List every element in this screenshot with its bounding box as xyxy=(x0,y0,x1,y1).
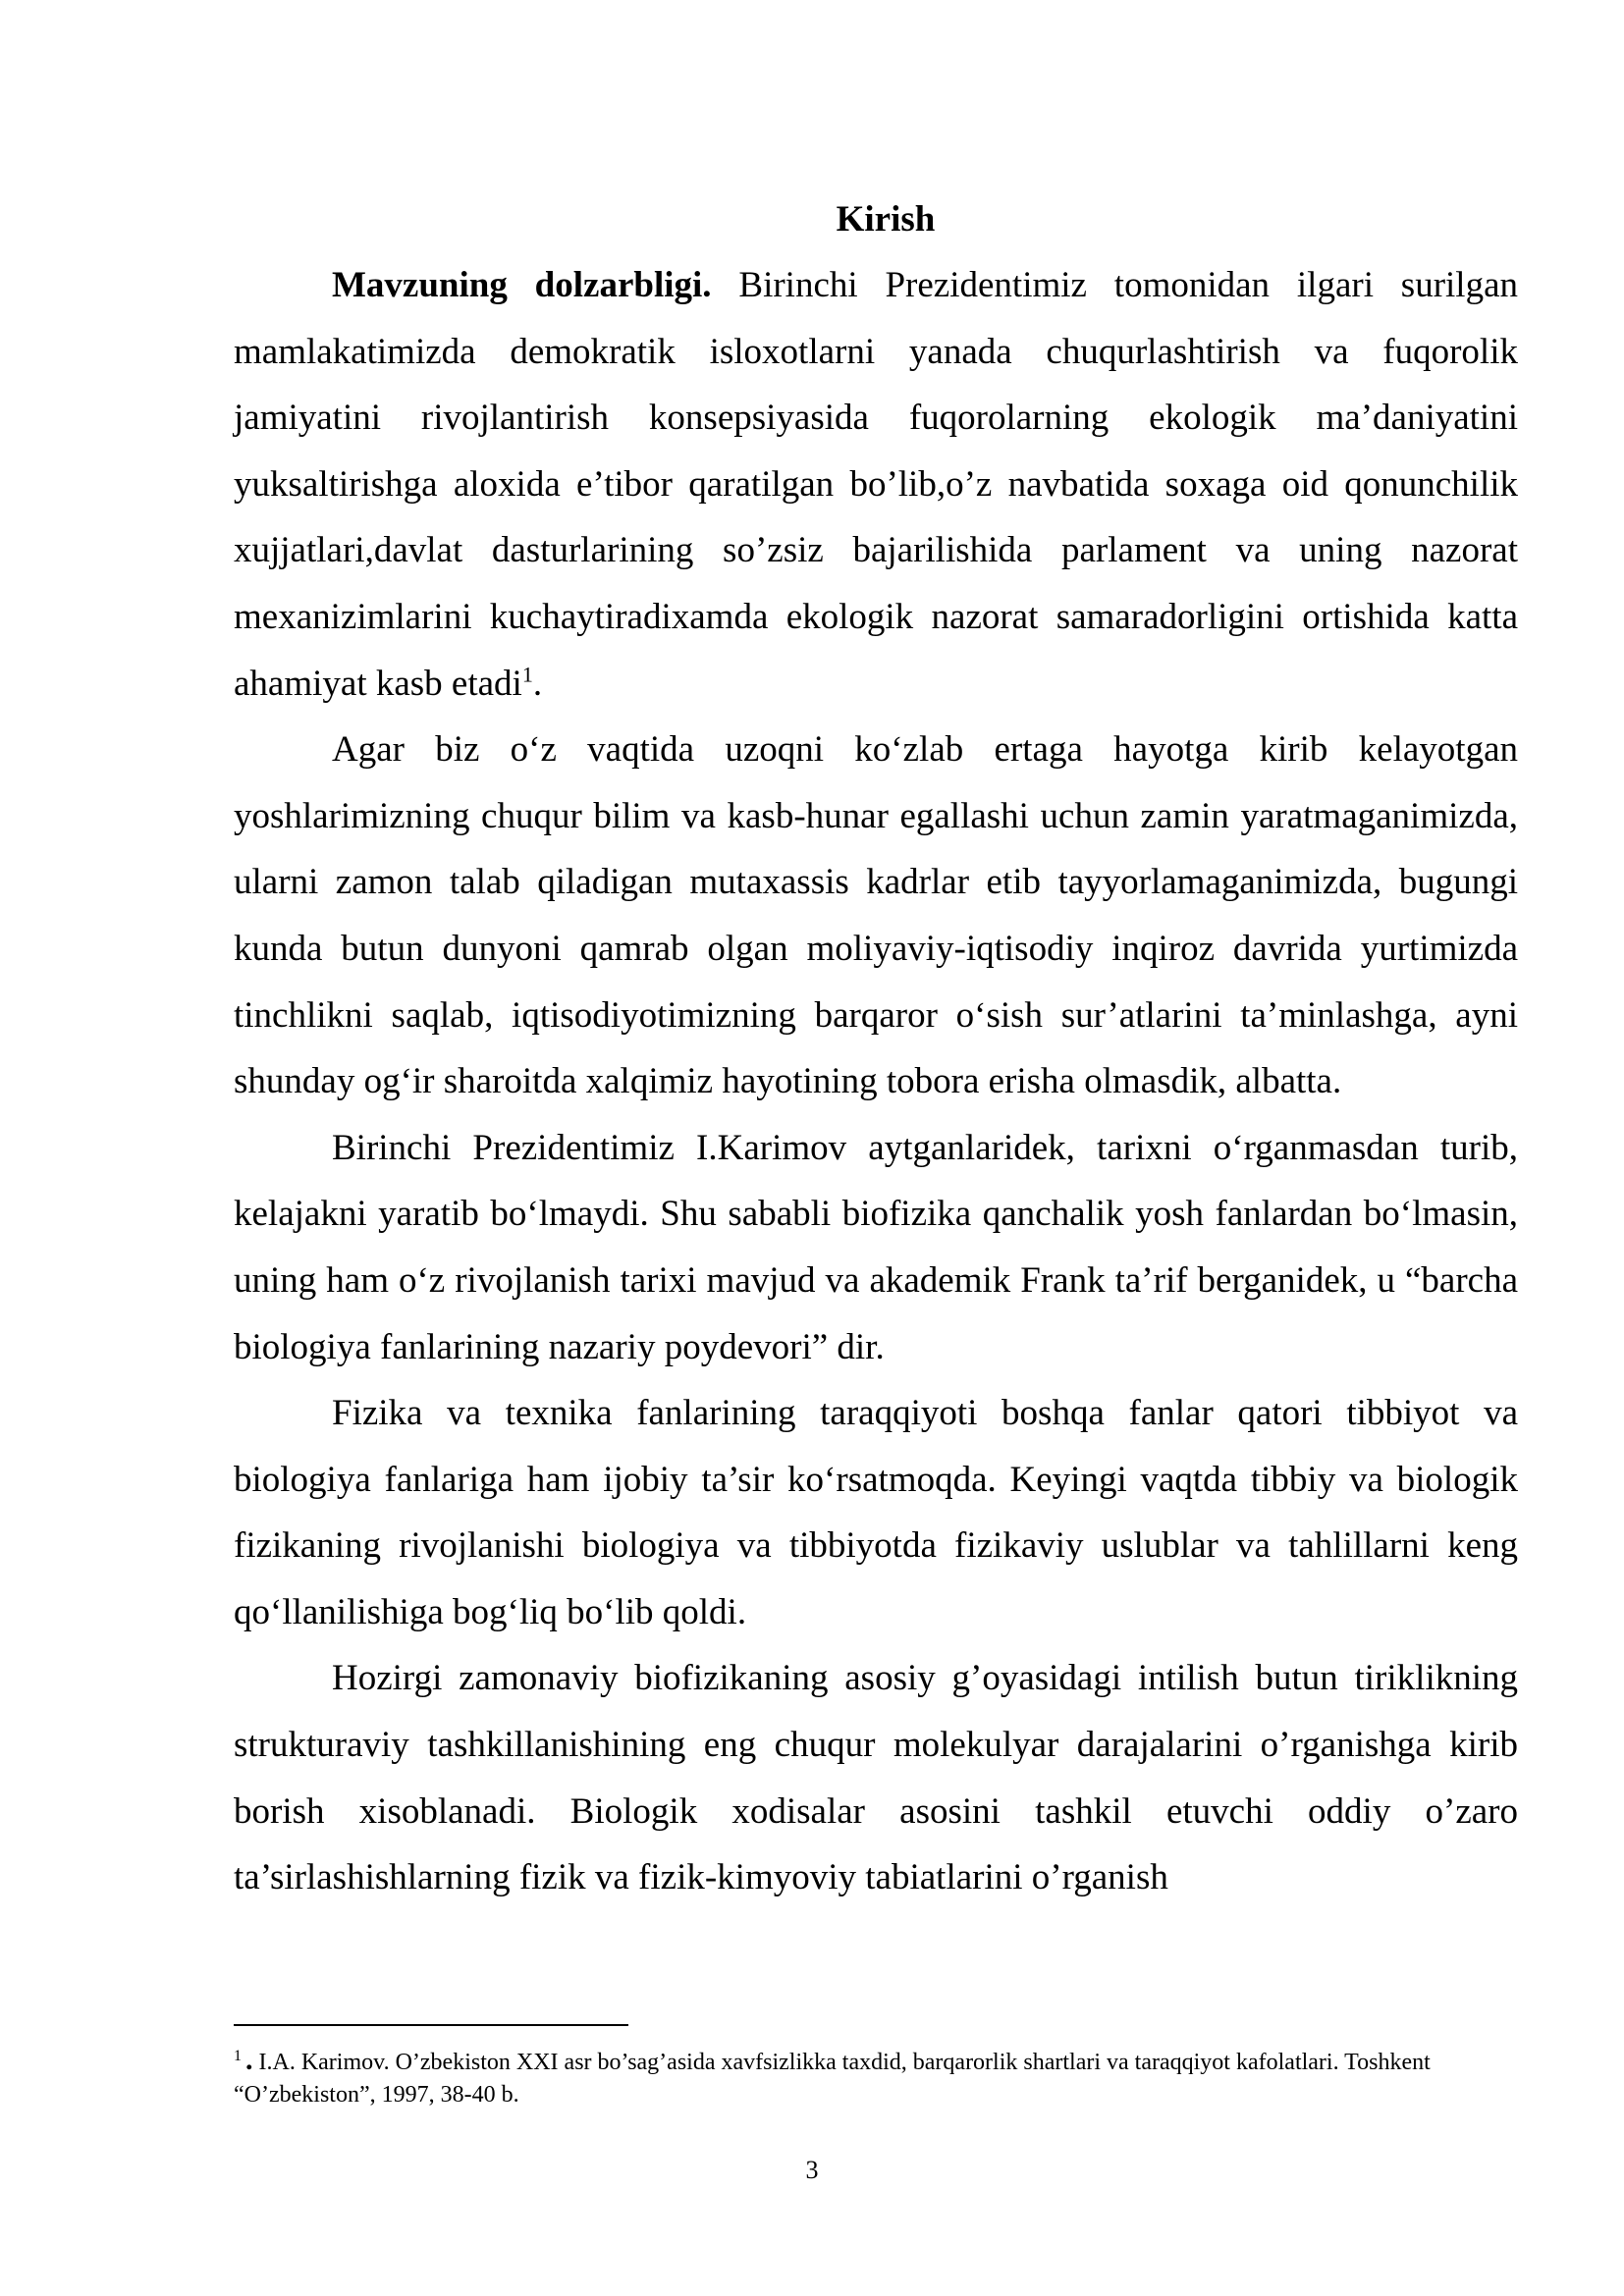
paragraph-1 xyxy=(234,252,1518,717)
paragraph-3: Birinchi Prezidentimiz I.Karimov aytganlaridek, tarixni o‘rganmasdan turib, kelajakni yaratib bo‘lmaydi. Shu sababli biofizika qanchalik yosh fanlardan bo‘lmasin, uning ham o‘z rivojlanish tarixi mavjud va akademik Frank ta’rif berganidek, u “barcha biologiya fanlarining nazariy poydevori” dir. xyxy=(234,1127,1518,1367)
paragraph-lead: Mavzuning dolzarbligi. xyxy=(332,265,712,305)
paragraph-tail: . xyxy=(532,663,543,704)
paragraph-4: Fizika va texnika fanlarining taraqqiyoti boshqa fanlar qatori tibbiyot va biologiya fanlariga ham ijobiy ta’sir ko‘rsatmoqda. Keyingi vaqtda tibbiy va biologik fizikaning rivojlanishi biologiya va tibbiyotda fizikaviy uslublar va tahlillarni keng qo‘llanilishiga bog‘liq bo‘lib qoldi. xyxy=(234,1393,1518,1632)
footnote xyxy=(234,2044,1518,2111)
paragraph-text: Birinchi Prezidentimiz tomonidan ilgari surilgan mamlakatimizda demokratik isloxotlarni yanada chuqurlashtirish va fuqorolik jamiyatini rivojlantirish konsepsiyasida fuqorolarning ekologik ma’daniyatini yuksaltirishga aloxida e’tibor qaratilgan bo’lib,o’z navbatida soxaga oid qonunchilik xujjatlari,davlat dasturlarining so’zsiz bajarilishida parlament va uning nazorat mexanizimlarini kuchaytiradixamda ekologik nazorat samaradorligini ortishida katta ahamiyat kasb etadi xyxy=(234,265,1518,704)
paragraph-5: Hozirgi zamonaviy biofizikaning asosiy g’oyasidagi intilish butun tiriklikning strukturaviy tashkillanishining eng chuqur molekulyar darajalarini o’rganishga kirib borish xisoblanadi. Biologik xodisalar asosini tashkil etuvchi oddiy o’zaro ta’sirlashishlarning fizik va fizik-kimyoviy tabiatlarini o’rganish xyxy=(234,1658,1518,1898)
main-content xyxy=(234,187,1518,1911)
paragraph-2: Agar biz o‘z vaqtida uzoqni ko‘zlab ertaga hayotga kirib kelayotgan yoshlarimizning chuqur bilim va kasb-hunar egallashi uchun zamin yaratmaganimizda, ularni zamon talab qiladigan mutaxassis kadrlar etib tayyorlamaganimizda, bugungi kunda butun dunyoni qamrab olgan moliyaviy-iqtisodiy inqiroz davrida yurtimizda tinchlikni saqlab, iqtisodiyotimizning barqaror o‘sish sur’atlarini ta’minlashga, ayni shunday og‘ir sharoitda xalqimiz hayotining tobora erisha olmasdik, albatta. xyxy=(234,729,1518,1102)
footnote-separator xyxy=(234,2024,628,2026)
footnote-reference[interactable]: 1 xyxy=(521,662,533,687)
page-number: 3 xyxy=(805,2156,819,2184)
footnote-dot: . xyxy=(245,2044,253,2076)
footnote-text: I.A. Karimov. O’zbekiston XXI asr bo’sag’asida xavfsizlikka taxdid, barqarorlik shartlari va taraqqiyot kafolatlari. Toshkent “O’zbekiston”, 1997, 38-40 b. xyxy=(234,2050,1431,2108)
page-title: Kirish xyxy=(836,199,936,240)
footnote-mark: 1 xyxy=(234,2048,242,2064)
